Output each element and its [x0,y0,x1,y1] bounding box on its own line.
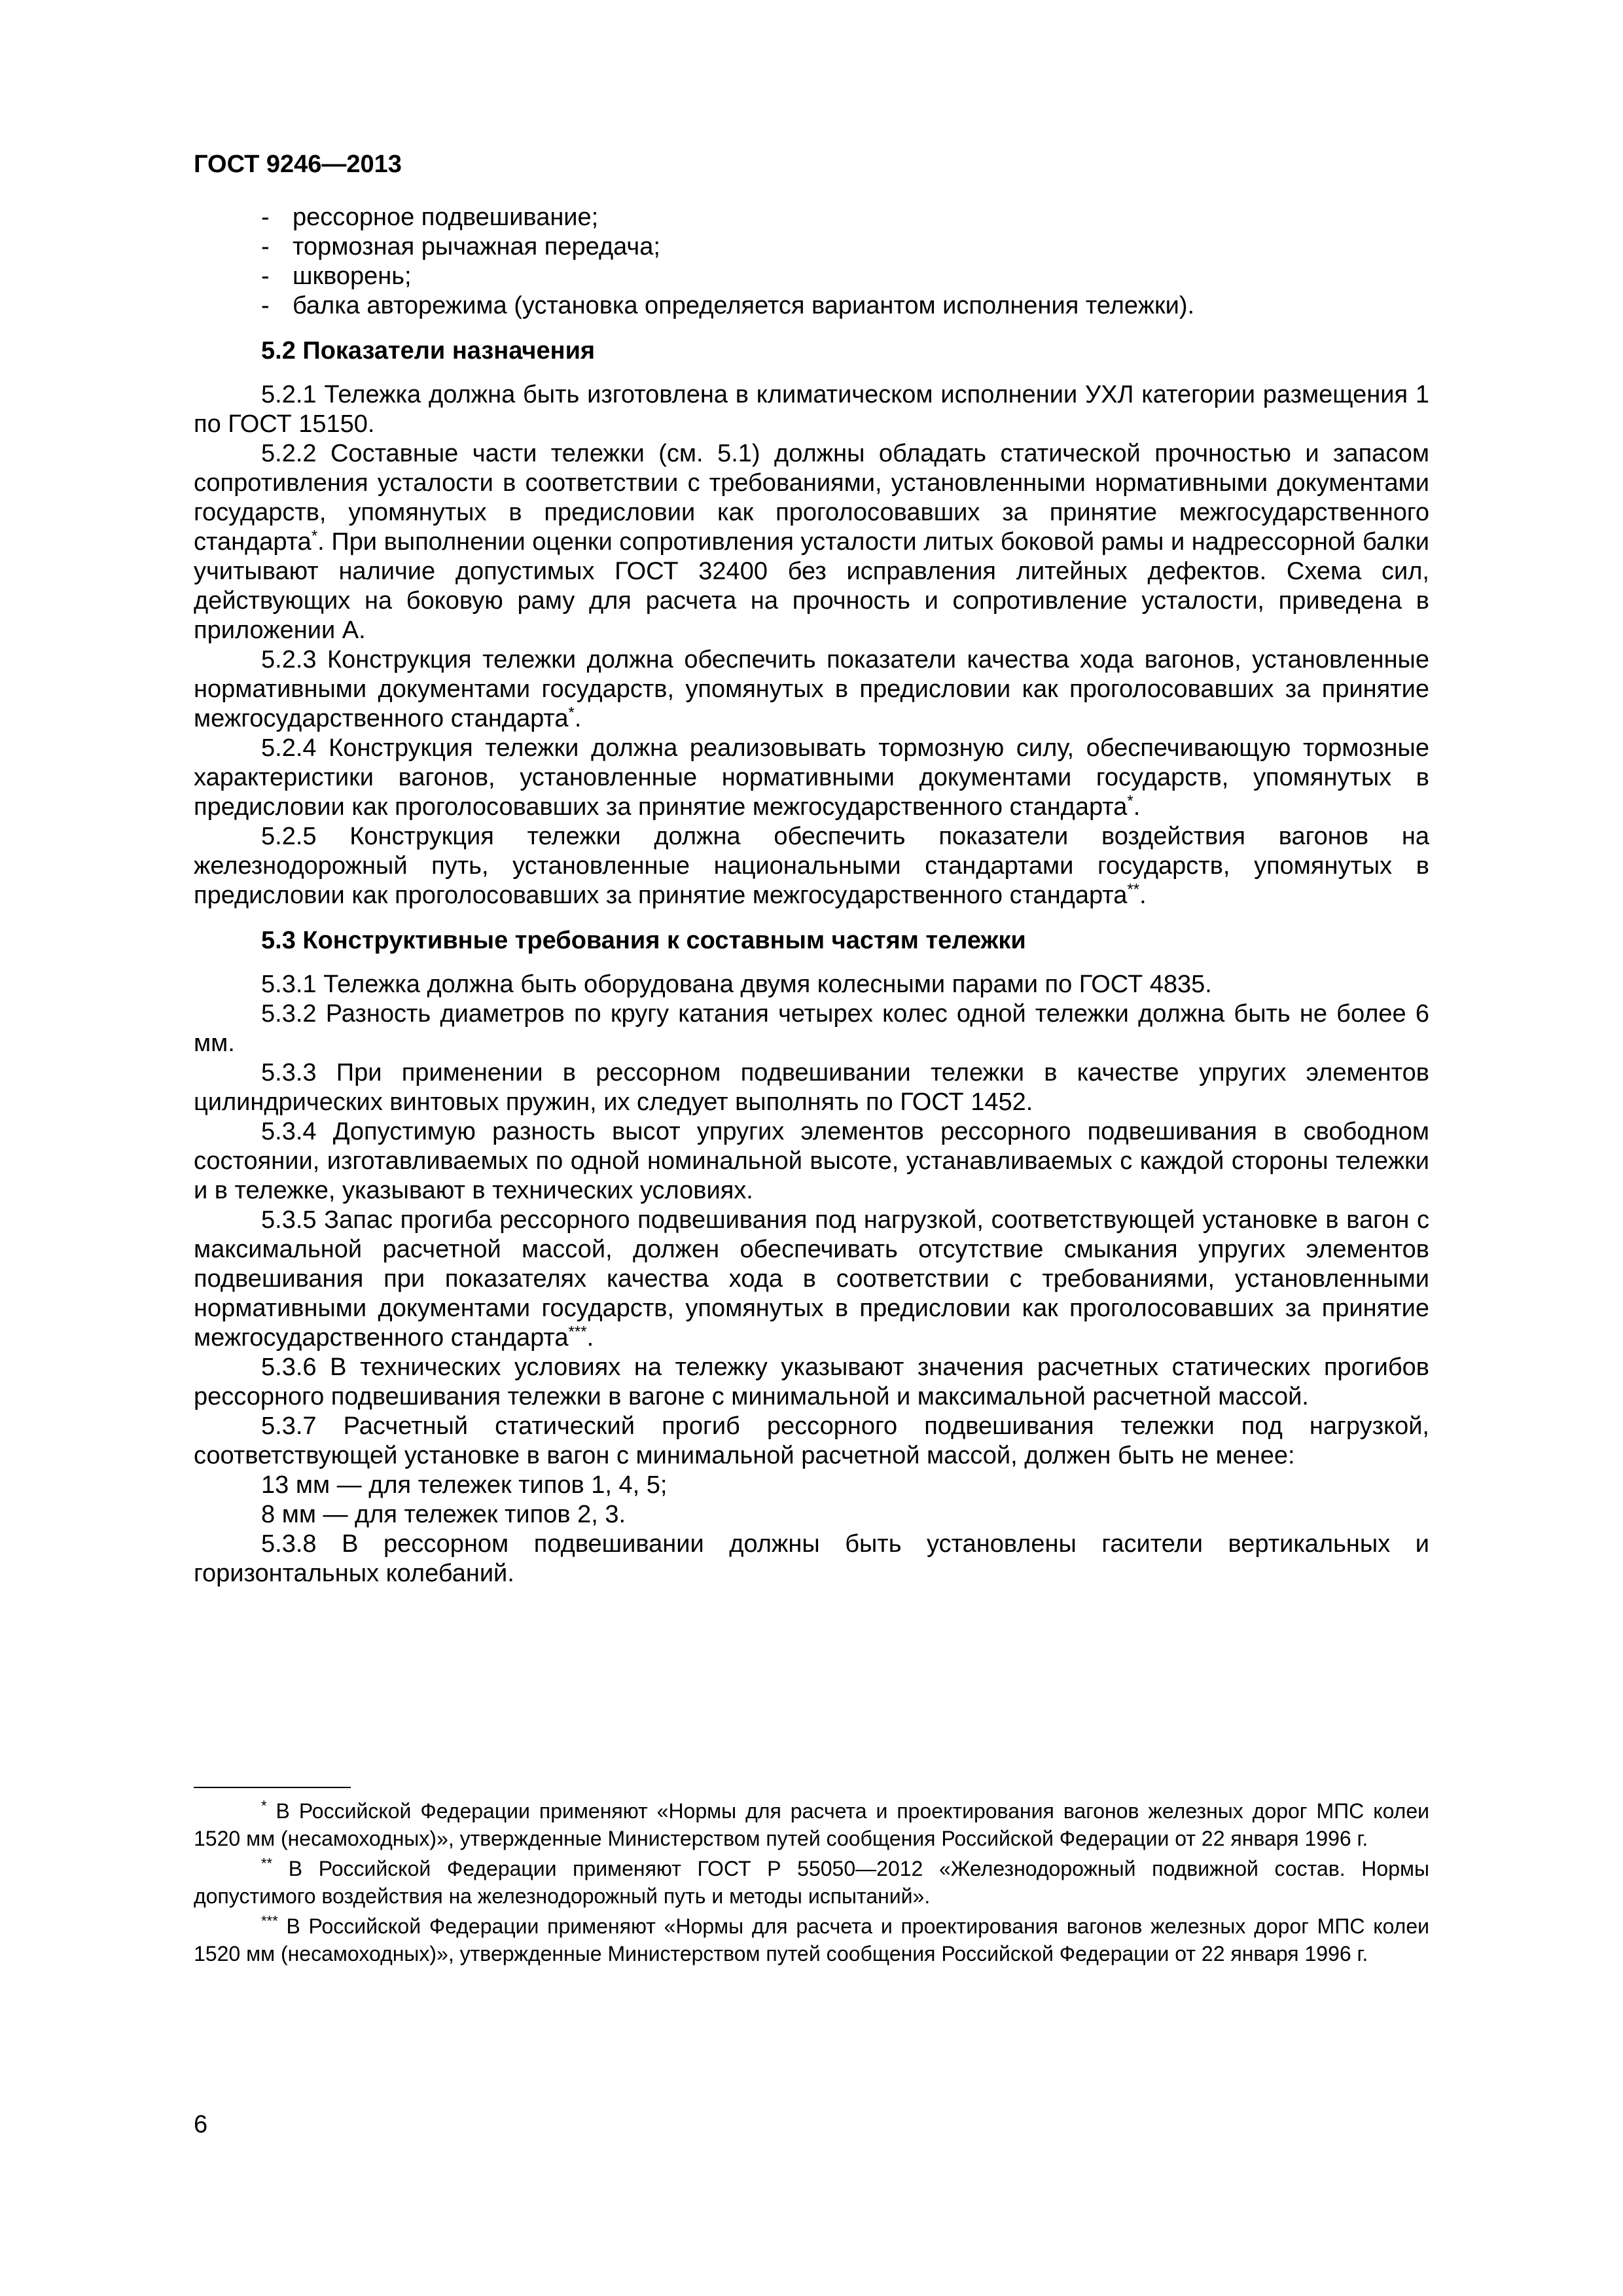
list-dash: - [261,204,270,231]
page-number: 6 [194,2111,208,2138]
footnote-2: ** В Российской Федерации применяют ГОСТ Р 55050—2012 «Железнодорожный подвижной состав. Нормы допустимого воздействия на железнодорожный путь и методы испытаний». [194,1855,1430,1908]
paragraph-5-3-2: 5.3.2 Разность диаметров по кругу катания четырех колес одной тележки должна быть не более 6 мм. [194,1000,1429,1057]
paragraph-5-2-1: 5.2.1 Тележка должна быть изготовлена в климатическом исполнении УХЛ категории размещения 1 по ГОСТ 15150. [194,381,1429,438]
footnote-mark: ** [1127,880,1140,899]
footnote-separator [194,1787,351,1788]
paragraph-5-3-7: 5.3.7 Расчетный статический прогиб рессорного подвешивания тележки под нагрузкой, соответствующей установке в вагон с минимальной расчетной массой, должен быть не менее: [194,1412,1429,1469]
footnote-1: * В Российской Федерации применяют «Нормы для расчета и проектирования вагонов железных дорог МПС колеи 1520 мм (несамоходных)», утвержденные Министерством путей сообщения Российской Федерации от 22 января 1996 г. [194,1797,1430,1850]
footnote-mark: * [568,704,575,722]
list-item: - балка авторежима (установка определяется вариантом исполнения тележки). [261,292,1195,319]
footnotes [194,1787,1429,1970]
paragraph-5-3-1: 5.3.1 Тележка должна быть оборудована двумя колесными парами по ГОСТ 4835. [261,971,1212,998]
paragraph-5-2-4: 5.2.4 Конструкция тележки должна реализовывать тормозную силу, обеспечивающую тормозные характеристики вагонов, установленные нормативными документами государств, упомянутых в предисловии как проголосовавших за принятие межгосударственного стандарта*. [194,734,1429,821]
list-item: - рессорное подвешивание; [261,204,599,231]
body-text [194,203,1429,1588]
paragraph-5-3-5: 5.3.5 Запас прогиба рессорного подвешивания под нагрузкой, соответствующей установке в вагон с максимальной расчетной массой, должен обеспечивать отсутствие смыкания упругих элементов подвешивания при показателях качества хода в соответствии с требованиями, установленными нормативными документами государств, упомянутых в предисловии как проголосовавших за принятие межгосударственного стандарта***. [194,1206,1429,1352]
running-header: ГОСТ 9246—2013 [194,151,402,178]
list-dash: - [261,262,270,290]
list-dash: - [261,233,270,260]
list-dash: - [261,292,270,319]
paragraph-5-2-2: 5.2.2 Составные части тележки (см. 5.1) должны обладать статической прочностью и запасом сопротивления усталости в соответствии с требованиями, установленными нормативными документами государств, упомянутых в предисловии как проголосовавших за принятие межгосударственного стандарта*. При выполнении оценки сопротивления усталости литых боковой рамы и надрессорной балки учитывают наличие допустимых ГОСТ 32400 без исправления литейных дефектов. Схема сил, действующих на боковую раму для расчета на прочность и сопротивление усталости, приведена в приложении А. [194,440,1429,644]
footnote-3: *** В Российской Федерации применяют «Нормы для расчета и проектирования вагонов железных дорог МПС колеи 1520 мм (несамоходных)», утвержденные Министерством путей сообщения Российской Федерации от 22 января 1996 г. [194,1912,1430,1965]
deflection-value: 13 мм — для тележек типов 1, 4, 5; [261,1471,668,1499]
paragraph-5-3-8: 5.3.8 В рессорном подвешивании должны быть установлены гасители вертикальных и горизонтальных колебаний. [194,1530,1429,1587]
deflection-value: 8 мм — для тележек типов 2, 3. [261,1501,626,1528]
paragraph-5-2-5: 5.2.5 Конструкция тележки должна обеспечить показатели воздействия вагонов на железнодорожный путь, установленные национальными стандартами государств, упомянутых в предисловии как проголосовавших за принятие межгосударственного стандарта**. [194,823,1429,909]
footnote-mark: * [311,527,318,545]
list-item: - тормозная рычажная передача; [261,233,660,260]
paragraph-5-3-4: 5.3.4 Допустимую разность высот упругих элементов рессорного подвешивания в свободном состоянии, изготавливаемых по одной номинальной высоте, устанавливаемых с каждой стороны тележки и в тележке, указывают в технических условиях. [194,1118,1429,1204]
list-item: - шкворень; [261,262,412,290]
paragraph-5-3-6: 5.3.6 В технических условиях на тележку указывают значения расчетных статических прогибов рессорного подвешивания тележки в вагоне с минимальной и максимальной расчетной массой. [194,1354,1429,1410]
section-heading-5-2: 5.2 Показатели назначения [261,337,596,365]
paragraph-5-3-3: 5.3.3 При применении в рессорном подвешивании тележки в качестве упругих элементов цилиндрических винтовых пружин, их следует выполнять по ГОСТ 1452. [194,1059,1429,1116]
section-heading-5-3: 5.3 Конструктивные требования к составным частям тележки [261,927,1026,954]
footnote-mark: *** [568,1323,587,1341]
footnote-mark: * [1127,792,1133,810]
paragraph-5-2-3: 5.2.3 Конструкция тележки должна обеспечить показатели качества хода вагонов, установленные нормативными документами государств, упомянутых в предисловии как проголосовавших за принятие межгосударственного стандарта*. [194,646,1429,732]
